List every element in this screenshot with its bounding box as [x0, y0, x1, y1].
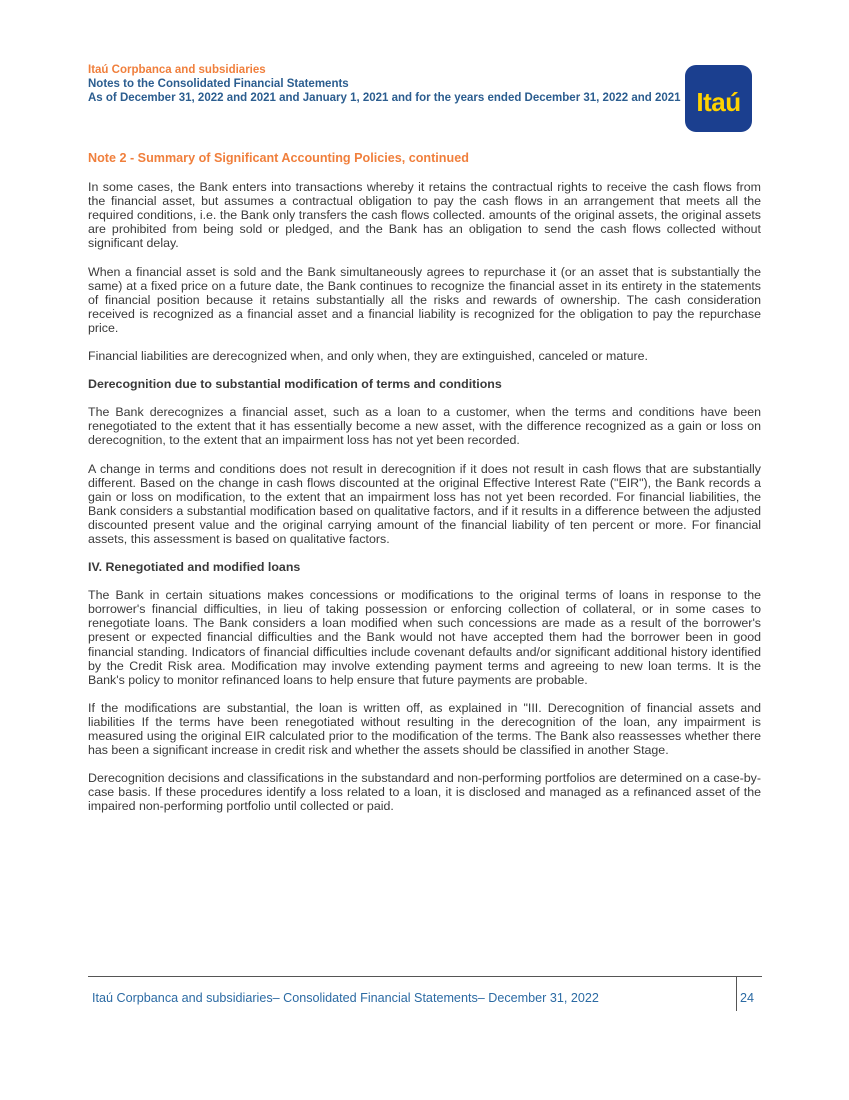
paragraph-financial-liabilities: Financial liabilities are derecognized when, and only when, they are extinguished, canceled or mature.	[88, 349, 648, 364]
note-title: Note 2 - Summary of Significant Accounting Policies, continued	[88, 151, 469, 165]
itau-logo	[685, 65, 752, 132]
footer-text: Itaú Corpbanca and subsidiaries– Consolidated Financial Statements– December 31, 2022	[92, 991, 599, 1005]
subheading-derecognition: Derecognition due to substantial modification of terms and conditions	[88, 377, 502, 392]
reporting-period: As of December 31, 2022 and 2021 and January 1, 2021 and for the years ended December 31, 2022 and 2021	[88, 92, 681, 104]
company-name: Itaú Corpbanca and subsidiaries	[88, 64, 266, 76]
paragraph-cash-flow-transfer: In some cases, the Bank enters into transactions whereby it retains the contractual rights to receive the cash flows from the financial asset, but assumes a contractual obligation to pay the cash flows in an arrangement that meets all the required conditions, i.e. the Bank only transfers the cash flows collected. amounts of the original assets, the original assets are prohibited from being sold or pledged, and the Bank has an obligation to send the cash flows collected without significant delay.	[88, 180, 761, 251]
paragraph-derecognize-asset: The Bank derecognizes a financial asset, such as a loan to a customer, when the terms and conditions have been renegotiated to the extent that it has essentially become a new asset, with the difference recognized as a gain or loss on derecognition, to the extent that an impairment loss has not yet been recorded.	[88, 405, 761, 448]
paragraph-concessions: The Bank in certain situations makes concessions or modifications to the original terms of loans in response to the borrower's financial difficulties, in lieu of taking possession or enforcing collection of collateral, or in some cases to renegotiate loans. The Bank considers a loan modified when such concessions are made as a result of the borrower's present or expected financial difficulties and the Bank would not have accepted them had the borrower been in good financial standing. Indicators of financial difficulties include covenant defaults and/or significant additional history identified by the Credit Risk area. Modification may involve extending payment terms and agreeing to new loan terms. It is the Bank's policy to monitor refinanced loans to help ensure that future payments are probable.	[88, 588, 761, 687]
paragraph-derecognition-decisions: Derecognition decisions and classifications in the substandard and non-performing portfolios are determined on a case-by-case basis. If these procedures identify a loss related to a loan, it is disclosed and managed as a refinanced asset of the impaired non-performing portfolio until collected or paid.	[88, 771, 761, 814]
footer-divider	[88, 976, 762, 977]
paragraph-change-in-terms: A change in terms and conditions does not result in derecognition if it does not result in cash flows that are substantially different. Based on the change in cash flows discounted at the original Effective Interest Rate ("EIR"), the Bank records a gain or loss on modification, to the extent that an impairment loss has not yet been recorded. For financial liabilities, the Bank considers a substantial modification based on qualitative factors, and if it results in a difference between the adjusted discounted present value and the original carrying amount of the financial liability of ten percent or more. For financial assets, this assessment is based on qualitative factors.	[88, 461, 761, 546]
page-content	[88, 151, 761, 827]
page-number: 24	[740, 991, 755, 1005]
paragraph-substantial-modifications: If the modifications are substantial, the loan is written off, as explained in "III. Derecognition of financial assets and liabilities If the terms have been renegotiated without resulting in the derecognition of the loan, any impairment is measured using the original EIR calculated prior to the modification of the terms. The Bank also reassesses whether there has been a significant increase in credit risk and whether the assets should be classified in another Stage.	[88, 700, 761, 758]
footer-separator	[736, 977, 737, 1011]
document-header	[88, 63, 683, 105]
subheading-renegotiated-loans: IV. Renegotiated and modified loans	[88, 560, 301, 575]
notes-title: Notes to the Consolidated Financial Statements	[88, 78, 349, 90]
logo-text: Itaú	[696, 87, 741, 117]
paragraph-repurchase: When a financial asset is sold and the Bank simultaneously agrees to repurchase it (or an asset that is substantially the same) at a fixed price on a future date, the Bank continues to recognize the financial asset in its entirety in the statements of financial position because it retains substantially all the risks and rewards of ownership. The cash consideration received is recognized as a financial asset and a financial liability is recognized for the obligation to pay the repurchase price.	[88, 264, 761, 335]
